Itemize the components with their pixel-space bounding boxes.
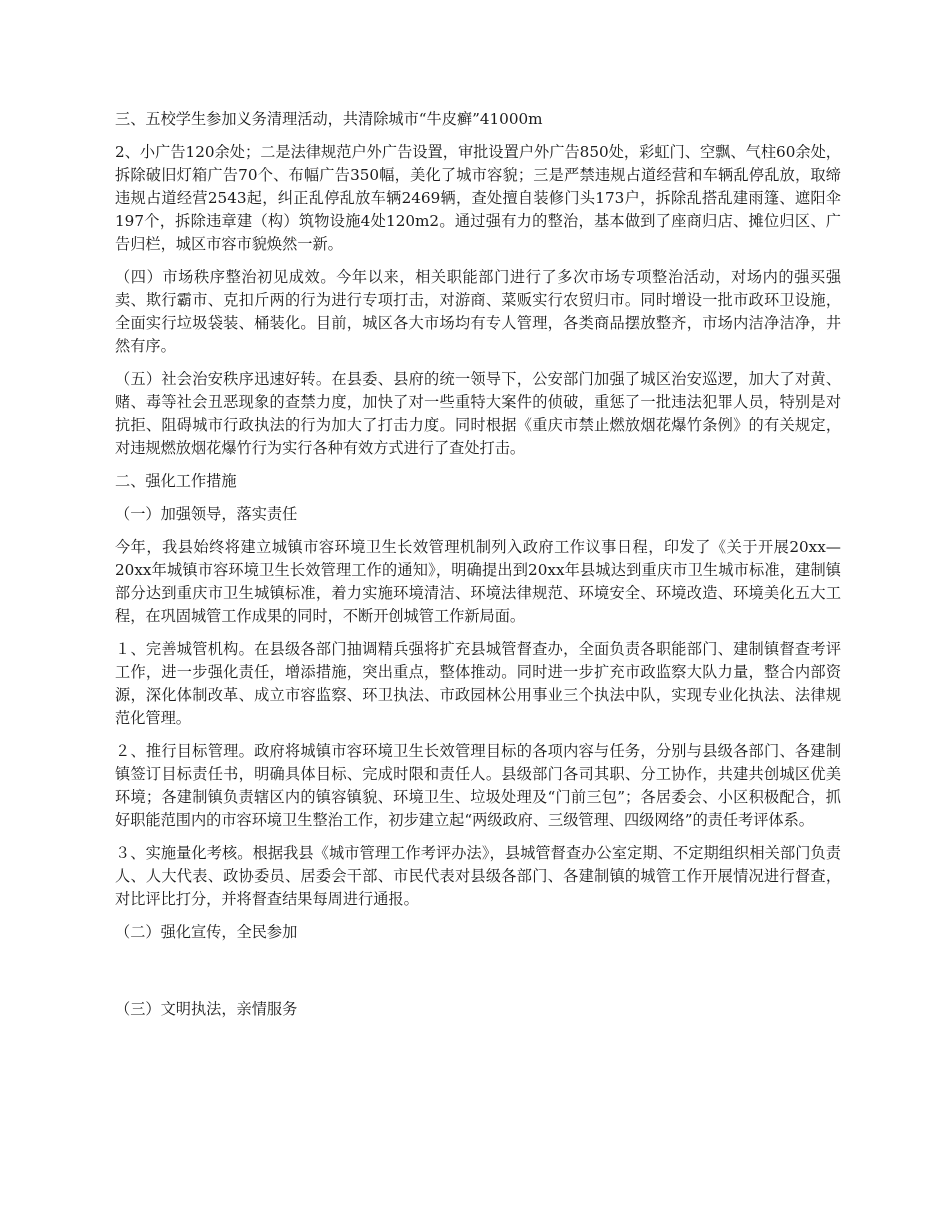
paragraph-organization: １、完善城管机构。在县级各部门抽调精兵强将扩充县城管督查办，全面负责各职能部门、建制镇督查考评工作，进一步强化责任，增添措施，突出重点，整体推动。同时进一步扩充市政监察大队力量，整合内部资源，深化体制改革、成立市容监察、环卫执法、市政园林公用事业三个执法中队，实现专业化执法、法律规范化管理。 — [115, 640, 841, 727]
heading-leadership: （一）加强领导，落实责任 — [115, 505, 298, 523]
paragraph-target-management: ２、推行目标管理。政府将城镇市容环境卫生长效管理目标的各项内容与任务，分别与县级各部门、各建制镇签订目标责任书，明确具体目标、完成时限和责任人。县级部门各司其职、分工协作，共建共创城区优美环境；各建制镇负责辖区内的镇容镇貌、环境卫生、垃圾处理及“门前三包”；各居委会、小区积极配合，抓好职能范围内的市容环境卫生整治工作，初步建立起“两级政府、三级管理、四级网络”的责任考评体系。 — [115, 742, 841, 829]
heading-civil-enforcement: （三）文明执法，亲情服务 — [115, 1000, 298, 1018]
paragraph-quantified-assessment: ３、实施量化考核。根据我县《城市管理工作考评办法》，县城管督查办公室定期、不定期组织相关部门负责人、人大代表、政协委员、居委会干部、市民代表对县级各部门、各建制镇的城管工作开展情况进行督查，对比评比打分，并将督查结果每周进行通报。 — [115, 844, 841, 908]
heading-publicity: （二）强化宣传，全民参加 — [115, 923, 298, 941]
paragraph-leadership-detail: 今年，我县始终将建立城镇市容环境卫生长效管理机制列入政府工作议事日程，印发了《关于开展20xx—20xx年城镇市容环境卫生长效管理工作的通知》，明确提出到20xx年县城达到重庆市卫生城市标准，建制镇部分达到重庆市卫生城镇标准，着力实施环境清洁、环境法律规范、环境安全、环境改造、环境美化五大工程，在巩固城管工作成果的同时，不断开创城管工作新局面。 — [115, 538, 841, 625]
paragraph-school-cleanup: 三、五校学生参加义务清理活动，共清除城市“牛皮癣”41000m — [115, 110, 543, 128]
blank-gap — [115, 954, 841, 998]
paragraph-market-order: （四）市场秩序整治初见成效。今年以来，相关职能部门进行了多次市场专项整治活动，对场内的强买强卖、欺行霸市、克扣斤两的行为进行专项打击，对游商、菜贩实行农贸归市。同时增设一批市政环卫设施，全面实行垃圾袋装、桶装化。目前，城区各大市场均有专人管理，各类商品摆放整齐，市场内洁净洁净，井然有序。 — [115, 268, 841, 355]
heading-work-measures: 二、强化工作措施 — [115, 472, 237, 490]
document-body — [115, 108, 841, 1031]
paragraph-ads-regulation: 2、小广告120余处；二是法律规范户外广告设置，审批设置户外广告850处，彩虹门、空飘、气柱60余处，拆除破旧灯箱广告70个、布幅广告350幅，美化了城市容貌；三是严禁违规占道经营和车辆乱停乱放，取缔违规占道经营2543起，纠正乱停乱放车辆2469辆，查处擅自装修门头173户，拆除乱搭乱建雨篷、遮阳伞197个，拆除违章建（构）筑物设施4处120m2。通过强有力的整治，基本做到了座商归店、摊位归区、广告归栏，城区市容市貌焕然一新。 — [115, 143, 841, 253]
paragraph-public-security: （五）社会治安秩序迅速好转。在县委、县府的统一领导下，公安部门加强了城区治安巡逻，加大了对黄、赌、毒等社会丑恶现象的查禁力度，加快了对一些重特大案件的侦破，重惩了一批违法犯罪人员，特别是对抗拒、阻碍城市行政执法的行为加大了打击力度。同时根据《重庆市禁止燃放烟花爆竹条例》的有关规定，对违规燃放烟花爆竹行为实行各种有效方式进行了查处打击。 — [115, 370, 841, 457]
